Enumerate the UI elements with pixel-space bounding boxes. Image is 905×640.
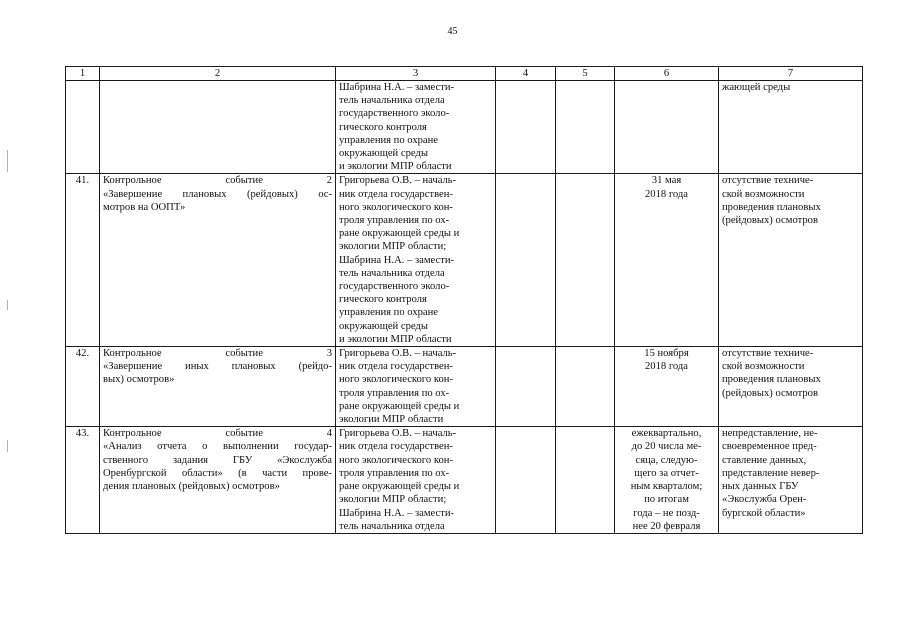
risk-cell xyxy=(719,81,863,174)
responsible-cell-line: государственного эколо- xyxy=(339,108,450,120)
col4-cell xyxy=(496,347,556,427)
responsible-cell-line: гического контроля xyxy=(339,121,427,133)
table-row xyxy=(66,427,863,534)
event-cell-line: вых) осмотров» xyxy=(103,374,175,386)
col5-cell xyxy=(556,81,615,174)
responsible-cell-line: окружающей среды xyxy=(339,148,428,160)
responsible-cell-line: государственного эколо- xyxy=(339,281,450,293)
risk-cell-line: представление невер- xyxy=(722,467,820,479)
responsible-cell-line: и экологии МПР области xyxy=(339,333,452,345)
responsible-cell xyxy=(336,347,496,427)
responsible-cell-line: троля управления по ох- xyxy=(339,215,450,227)
date-cell-line: ным кварталом; xyxy=(630,481,703,493)
responsible-cell-line: ране окружающей среды и xyxy=(339,400,460,412)
responsible-cell-line: Григорьева О.В. – началь- xyxy=(339,175,457,187)
scan-margin-mark xyxy=(7,300,8,310)
risk-cell-line: (рейдовых) осмотров xyxy=(722,387,818,399)
responsible-cell-line: и экологии МПР области xyxy=(339,161,452,173)
responsible-cell-line: ране окружающей среды и xyxy=(339,481,460,493)
responsible-cell-line: ник отдела государствен- xyxy=(339,188,453,200)
event-cell-line: Контрольное событие 3 xyxy=(103,348,332,360)
responsible-cell-line: экологии МПР области; xyxy=(339,241,447,253)
event-cell-line: Контрольное событие 4 xyxy=(103,428,332,440)
responsible-cell xyxy=(336,427,496,534)
header-col-3: 3 xyxy=(336,67,496,81)
responsible-cell-line: Григорьева О.В. – началь- xyxy=(339,428,457,440)
row-number-cell: 41. xyxy=(66,174,100,347)
risk-cell-line: ской возможности xyxy=(722,361,805,373)
header-row xyxy=(66,67,863,81)
risk-cell-line: своевременное пред- xyxy=(722,441,817,453)
risk-cell-line: проведения плановых xyxy=(722,374,821,386)
responsible-cell-line: тель начальника отдела xyxy=(339,520,445,532)
event-cell-line: ственного задания ГБУ «Экослужба xyxy=(103,454,332,466)
responsible-cell-line: управления по охране xyxy=(339,307,438,319)
event-cell xyxy=(100,347,336,427)
risk-cell-line: отсутствие техниче- xyxy=(722,348,814,360)
responsible-cell-line: Григорьева О.В. – началь- xyxy=(339,348,457,360)
responsible-cell-line: Шабрина Н.А. – замести- xyxy=(339,507,455,519)
event-cell xyxy=(100,174,336,347)
responsible-cell-line: ник отдела государствен- xyxy=(339,361,453,373)
risk-cell xyxy=(719,174,863,347)
date-cell-line: 2018 года xyxy=(644,188,688,200)
header-col-4: 4 xyxy=(496,67,556,81)
row-number-cell: 42. xyxy=(66,347,100,427)
risk-cell-line: (рейдовых) осмотров xyxy=(722,215,818,227)
responsible-cell-line: тель начальника отдела xyxy=(339,95,445,107)
event-cell xyxy=(100,427,336,534)
risk-cell-line: непредставление, не- xyxy=(722,428,818,440)
table-row xyxy=(66,347,863,427)
responsible-cell-line: троля управления по ох- xyxy=(339,467,450,479)
responsible-cell-line: экологии МПР области; xyxy=(339,494,447,506)
risk-cell-line: жающей среды xyxy=(722,82,791,93)
date-cell xyxy=(615,81,719,174)
date-cell-line: ежеквартально, xyxy=(631,428,702,440)
header-col-1: 1 xyxy=(66,67,100,81)
responsible-cell-line: управления по охране xyxy=(339,134,438,146)
event-cell-line: «Завершение иных плановых (рейдо- xyxy=(103,361,332,373)
responsible-cell-line: ране окружающей среды и xyxy=(339,228,460,240)
date-cell-line: щего за отчет- xyxy=(634,467,699,479)
event-cell-line: «Завершение плановых (рейдовых) ос- xyxy=(103,188,332,200)
row-number-cell: 43. xyxy=(66,427,100,534)
risk-cell-line: ставление данных, xyxy=(722,454,807,466)
responsible-cell-line: ник отдела государствен- xyxy=(339,441,453,453)
event-cell-line: мотров на ООПТ» xyxy=(103,201,186,213)
risk-cell-line: ской возможности xyxy=(722,188,805,200)
responsible-cell-line: окружающей среды xyxy=(339,320,428,332)
header-col-5: 5 xyxy=(556,67,615,81)
responsible-cell xyxy=(336,174,496,347)
col4-cell xyxy=(496,81,556,174)
date-cell xyxy=(615,427,719,534)
event-cell-line: «Анализ отчета о выполнении государ- xyxy=(103,441,332,453)
date-cell xyxy=(615,347,719,427)
date-cell-line: 15 ноября xyxy=(644,348,689,360)
scan-margin-mark xyxy=(7,150,8,172)
header-col-6: 6 xyxy=(615,67,719,81)
date-cell-line: года – не позд- xyxy=(633,507,700,519)
events-table xyxy=(65,66,863,534)
responsible-cell-line: троля управления по ох- xyxy=(339,387,450,399)
responsible-cell-line: ного экологического кон- xyxy=(339,374,453,386)
col4-cell xyxy=(496,427,556,534)
event-cell-line: Контрольное событие 2 xyxy=(103,175,332,187)
responsible-cell-line: ного экологического кон- xyxy=(339,454,453,466)
risk-cell-line: «Экослужба Орен- xyxy=(722,494,807,506)
col5-cell xyxy=(556,427,615,534)
scan-margin-mark xyxy=(7,440,8,452)
table-row xyxy=(66,81,863,174)
responsible-cell-line: Шабрина Н.А. – замести- xyxy=(339,254,455,266)
date-cell-line: до 20 числа ме- xyxy=(631,441,702,453)
risk-cell-line: отсутствие техниче- xyxy=(722,175,814,187)
date-cell-line: 2018 года xyxy=(644,361,688,373)
responsible-cell xyxy=(336,81,496,174)
date-cell-line: 31 мая xyxy=(651,175,682,187)
responsible-cell-line: экологии МПР области xyxy=(339,414,444,426)
risk-cell-line: ных данных ГБУ xyxy=(722,481,799,493)
responsible-cell-line: тель начальника отдела xyxy=(339,267,445,279)
header-col-7: 7 xyxy=(719,67,863,81)
risk-cell-line: проведения плановых xyxy=(722,201,821,213)
risk-cell xyxy=(719,427,863,534)
event-cell-line: дения плановых (рейдовых) осмотров» xyxy=(103,481,280,493)
event-cell-line: Оренбургской области» (в части прове- xyxy=(103,467,332,479)
date-cell xyxy=(615,174,719,347)
col4-cell xyxy=(496,174,556,347)
table-row xyxy=(66,174,863,347)
col5-cell xyxy=(556,174,615,347)
responsible-cell-line: ного экологического кон- xyxy=(339,201,453,213)
header-col-2: 2 xyxy=(100,67,336,81)
date-cell-line: по итогам xyxy=(644,494,689,506)
table-body xyxy=(66,81,863,534)
risk-cell xyxy=(719,347,863,427)
page-number: 45 xyxy=(447,26,458,37)
row-number-cell xyxy=(66,81,100,174)
risk-cell-line: бургской области» xyxy=(722,507,806,519)
col5-cell xyxy=(556,347,615,427)
responsible-cell-line: Шабрина Н.А. – замести- xyxy=(339,82,455,93)
date-cell-line: нее 20 февраля xyxy=(632,520,701,532)
date-cell-line: сяца, следую- xyxy=(635,454,698,466)
responsible-cell-line: гического контроля xyxy=(339,294,427,306)
event-cell xyxy=(100,81,336,174)
